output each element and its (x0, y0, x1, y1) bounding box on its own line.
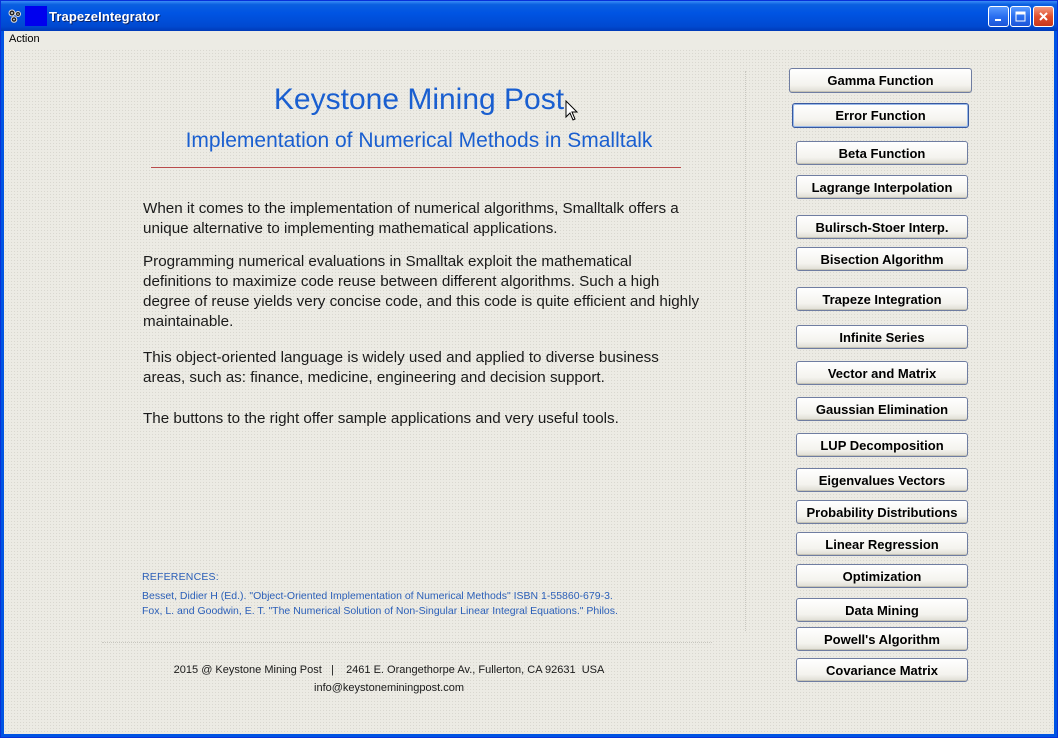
gaussian-elimination-button[interactable]: Gaussian Elimination (796, 397, 968, 421)
client-area (4, 31, 1054, 734)
optimization-button[interactable]: Optimization (796, 564, 968, 588)
maximize-icon (1015, 11, 1026, 22)
eigenvalues-vectors-button[interactable]: Eigenvalues Vectors (796, 468, 968, 492)
gamma-function-button[interactable]: Gamma Function (789, 68, 972, 93)
vertical-divider (745, 71, 746, 631)
minimize-icon (993, 11, 1004, 22)
references-heading: REFERENCES: (142, 571, 219, 583)
page-subtitle: Implementation of Numerical Methods in Smalltalk (185, 129, 653, 152)
title-bar[interactable] (1, 1, 1057, 31)
data-mining-button[interactable]: Data Mining (796, 598, 968, 622)
lagrange-interpolation-button[interactable]: Lagrange Interpolation (796, 175, 968, 199)
lup-decomposition-button[interactable]: LUP Decomposition (796, 433, 968, 457)
reference-item: Fox, L. and Goodwin, E. T. "The Numerical Solution of Non-Singular Linear Integral Equations." Philos. (142, 605, 618, 617)
probability-distributions-button[interactable]: Probability Distributions (796, 500, 968, 524)
window-title: TrapezeIntegrator (49, 9, 160, 24)
bisection-algorithm-button[interactable]: Bisection Algorithm (796, 247, 968, 271)
close-button[interactable] (1033, 6, 1054, 27)
footer-address: 2015 @ Keystone Mining Post | 2461 E. Orangethorpe Av., Fullerton, CA 92631 USA (173, 664, 605, 676)
page-title: Keystone Mining Post (273, 83, 565, 116)
buttons-hint-paragraph: The buttons to the right offer sample applications and very useful tools. (143, 410, 619, 427)
footer-email: info@keystoneminingpost.com (314, 682, 464, 694)
menu-bar (4, 31, 1054, 48)
minimize-button[interactable] (988, 6, 1009, 27)
menu-action[interactable]: Action (9, 33, 40, 45)
beta-function-button[interactable]: Beta Function (796, 141, 968, 165)
bulirsch-stoer-button[interactable]: Bulirsch-Stoer Interp. (796, 215, 968, 239)
maximize-button[interactable] (1010, 6, 1031, 27)
reuse-paragraph: Programming numerical evaluations in Smalltak exploit the mathematical definitions to maximize code reuse between different algorithms. Such a high degree of reuse yields very concise code, and this code is quite efficient and highly maintainable. (143, 253, 700, 330)
title-color-tag (25, 6, 47, 26)
error-function-button[interactable]: Error Function (792, 103, 969, 128)
trapeze-integration-button[interactable]: Trapeze Integration (796, 287, 968, 311)
powells-algorithm-button[interactable]: Powell's Algorithm (796, 627, 968, 651)
linear-regression-button[interactable]: Linear Regression (796, 532, 968, 556)
mouse-pointer-icon (565, 100, 579, 122)
gear-cluster-icon (7, 8, 23, 24)
infinite-series-button[interactable]: Infinite Series (796, 325, 968, 349)
footer-divider (102, 642, 712, 643)
reference-item: Besset, Didier H (Ed.). "Object-Oriented Implementation of Numerical Methods" ISBN 1-55860-679-3. (142, 590, 613, 602)
title-underline-rule (151, 167, 681, 168)
intro-paragraph: When it comes to the implementation of numerical algorithms, Smalltalk offers a unique alternative to implementing mathematical applications. (143, 200, 679, 237)
covariance-matrix-button[interactable]: Covariance Matrix (796, 658, 968, 682)
vector-matrix-button[interactable]: Vector and Matrix (796, 361, 968, 385)
close-icon (1038, 11, 1049, 22)
usage-paragraph: This object-oriented language is widely used and applied to diverse business areas, such as: finance, medicine, engineering and decision support. (143, 349, 659, 386)
